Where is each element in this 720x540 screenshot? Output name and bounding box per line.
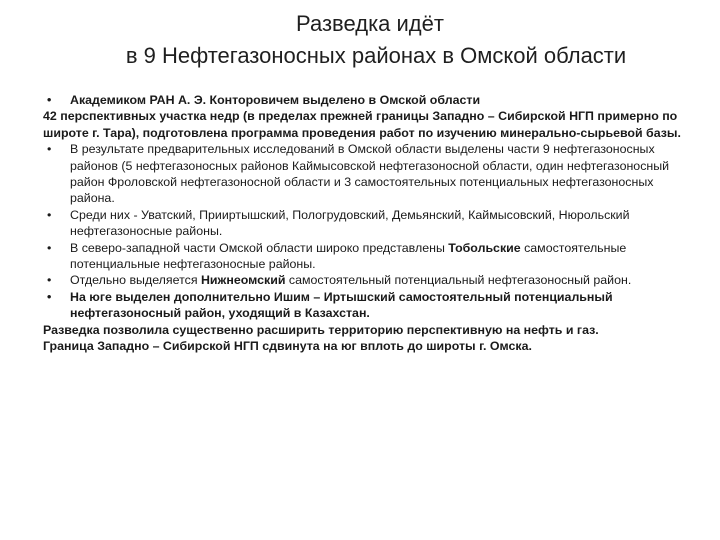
conclusion-line-2: Граница Западно – Сибирской НГП сдвинута на юг вплоть до широты г. Омска. [43, 339, 532, 354]
conclusion-line-1: Разведка позволила существенно расширить территорию перспективную на нефть и газ. [43, 322, 599, 337]
slide-title [40, 8, 700, 72]
bullet-icon [43, 240, 70, 256]
intro-rest: 42 перспективных участка недр (в пределах прежней границы Западно – Сибирской НГП примерно по широте г. Тара), подготовлена программа проведения работ по изучению минерально-сырьевой базы. [43, 109, 681, 140]
bullet-4-text-after: самостоятельный потенциальный нефтегазоносный район. [285, 273, 632, 288]
intro-bullet [43, 92, 693, 108]
slide-body [43, 92, 693, 355]
bullet-1-text: В результате предварительных исследований в Омской области выделены части 9 нефтегазоносных районов (5 нефтегазоносных районов Каймысовской нефтегазоносной области, один нефтегазоносный район Фроловской нефтегазоносной области и 3 самостоятельных потенциальных нефтегазоносных района. [70, 142, 670, 206]
bullet-icon [43, 272, 70, 288]
bullet-3-text-after: самостоятельные потенциальные нефтегазоносные районы. [70, 240, 627, 272]
bullet-3-text-before: В северо-западной части Омской области широко представлены [70, 240, 449, 255]
bullet-item-5 [43, 289, 693, 322]
title-line-1: Разведка идёт [296, 11, 444, 36]
bullet-icon [43, 289, 70, 305]
bullet-icon [43, 141, 70, 157]
bullet-item-3 [43, 240, 693, 273]
bullet-5-text: На юге выделен дополнительно Ишим – Иртышский самостоятельный потенциальный нефтегазоносный район, уходящий в Казахстан. [70, 289, 613, 321]
bullet-2-text: Среди них - Уватский, Прииртышский, Пологрудовский, Демьянский, Каймысовский, Нюрольский нефтегазоносные районы. [70, 207, 630, 239]
intro-first-line: Академиком РАН А. Э. Конторовичем выделено в Омской области [70, 93, 481, 107]
title-line-2: в 9 Нефтегазоносных районах в Омской области [125, 43, 627, 68]
bullet-3-bold: Тобольские [448, 240, 521, 255]
bullet-icon [43, 92, 70, 108]
bullet-icon [43, 207, 70, 223]
bullet-item-4 [43, 272, 693, 288]
bullet-item-1 [43, 141, 693, 207]
bullet-4-text-before: Отдельно выделяется [70, 273, 201, 288]
bullet-4-bold: Нижнеомский [200, 273, 286, 288]
bullet-item-2 [43, 207, 693, 240]
